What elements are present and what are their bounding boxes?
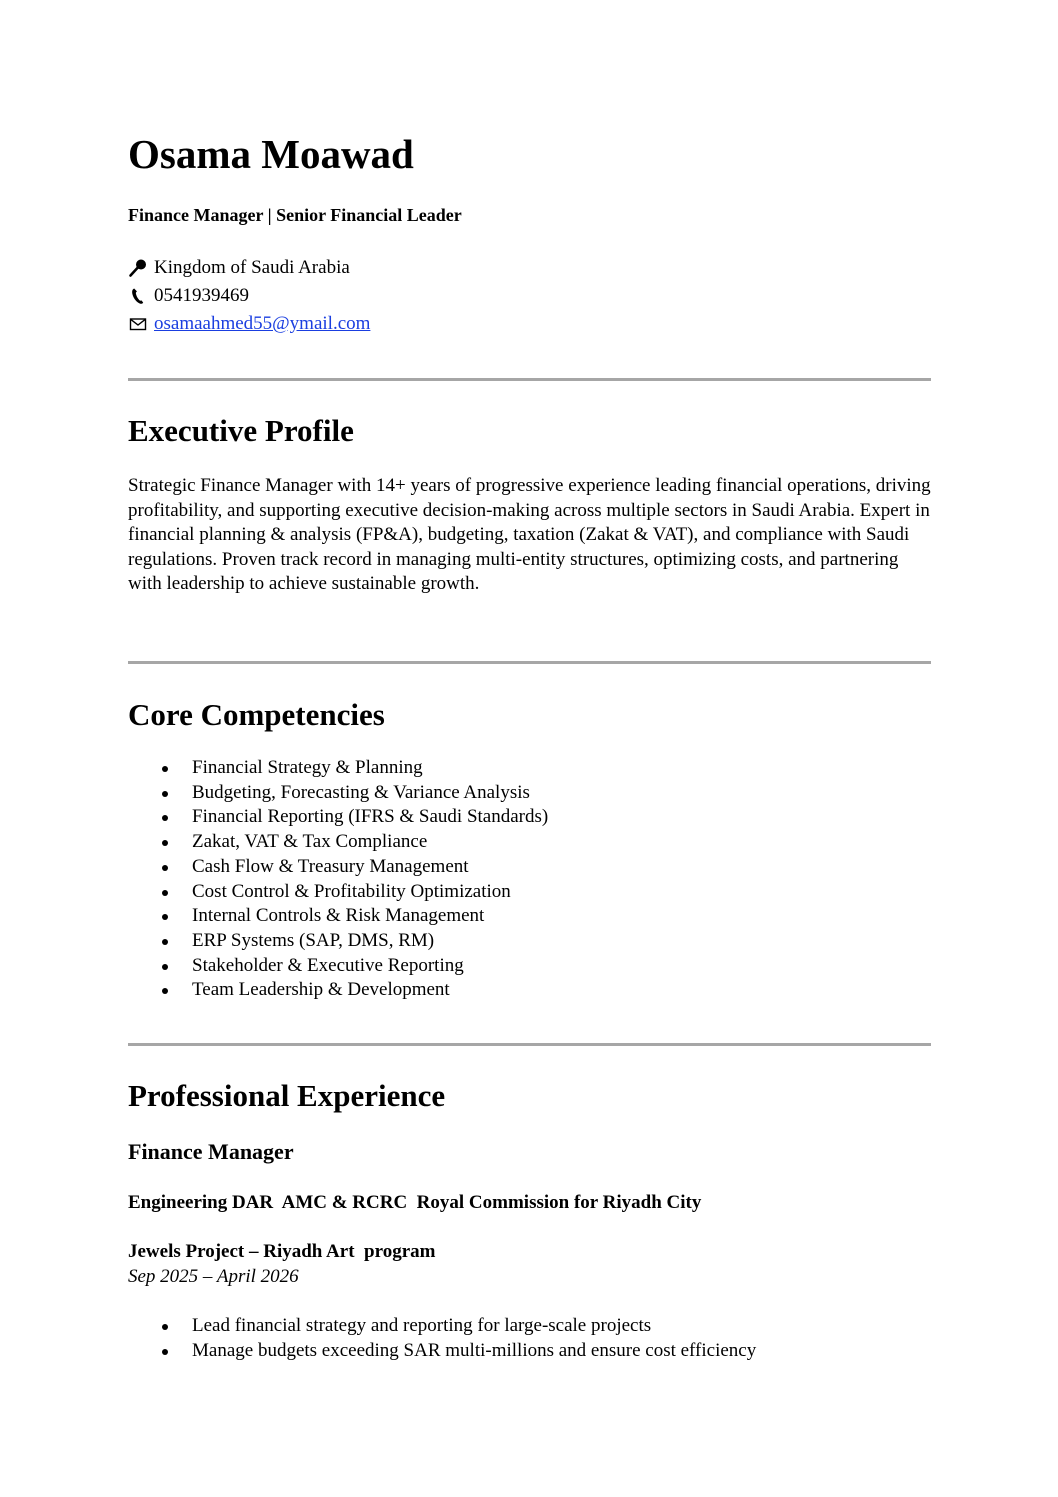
- location-pin-icon: [128, 258, 148, 278]
- candidate-headline: Finance Manager | Senior Financial Leader: [128, 205, 462, 225]
- professional-experience-heading: Professional Experience: [128, 1078, 446, 1113]
- envelope-icon: [128, 314, 148, 334]
- job-role: Finance Manager: [128, 1139, 294, 1164]
- job-project: Jewels Project – Riyadh Art program: [128, 1241, 436, 1262]
- executive-profile-heading: Executive Profile: [128, 413, 354, 448]
- list-item: Stakeholder & Executive Reporting: [128, 954, 931, 979]
- phone-text: 0541939469: [154, 285, 249, 306]
- list-item: Cash Flow & Treasury Management: [128, 855, 931, 880]
- contact-phone: [128, 284, 249, 308]
- location-text: Kingdom of Saudi Arabia: [154, 257, 350, 278]
- section-divider: [128, 378, 931, 381]
- core-competencies-list: [128, 756, 931, 1003]
- list-item: Zakat, VAT & Tax Compliance: [128, 830, 931, 855]
- candidate-name: Osama Moawad: [128, 131, 414, 177]
- list-item: Budgeting, Forecasting & Variance Analysis: [128, 781, 931, 806]
- list-item: Internal Controls & Risk Management: [128, 904, 931, 929]
- executive-profile-text: Strategic Finance Manager with 14+ years of progressive experience leading financial operations, driving profitability, and supporting executive decision-making across multiple sectors in Saudi Arabia. Expert in financial planning & analysis (FP&A), budgeting, taxation (Zakat & VAT), and compliance with Saudi regulations. Proven track record in managing multi-entity structures, optimizing costs, and partnering with leadership to achieve sustainable growth.: [128, 475, 931, 594]
- section-divider: [128, 1043, 931, 1046]
- job-organization: Engineering DAR AMC & RCRC Royal Commission for Riyadh City: [128, 1192, 702, 1213]
- email-link[interactable]: osamaahmed55@ymail.com: [154, 313, 371, 334]
- contact-email: [128, 312, 370, 336]
- list-item: Financial Strategy & Planning: [128, 756, 931, 781]
- list-item: ERP Systems (SAP, DMS, RM): [128, 929, 931, 954]
- list-item: Cost Control & Profitability Optimization: [128, 880, 931, 905]
- list-item: Manage budgets exceeding SAR multi-millions and ensure cost efficiency: [128, 1339, 931, 1364]
- section-divider: [128, 661, 931, 664]
- job-dates: Sep 2025 – April 2026: [128, 1266, 299, 1287]
- list-item: Team Leadership & Development: [128, 978, 931, 1003]
- core-competencies-heading: Core Competencies: [128, 697, 385, 732]
- contact-location: [128, 256, 350, 280]
- job-responsibilities-list: [128, 1314, 931, 1363]
- list-item: Lead financial strategy and reporting for large-scale projects: [128, 1314, 931, 1339]
- list-item: Financial Reporting (IFRS & Saudi Standards): [128, 805, 931, 830]
- phone-icon: [128, 286, 148, 306]
